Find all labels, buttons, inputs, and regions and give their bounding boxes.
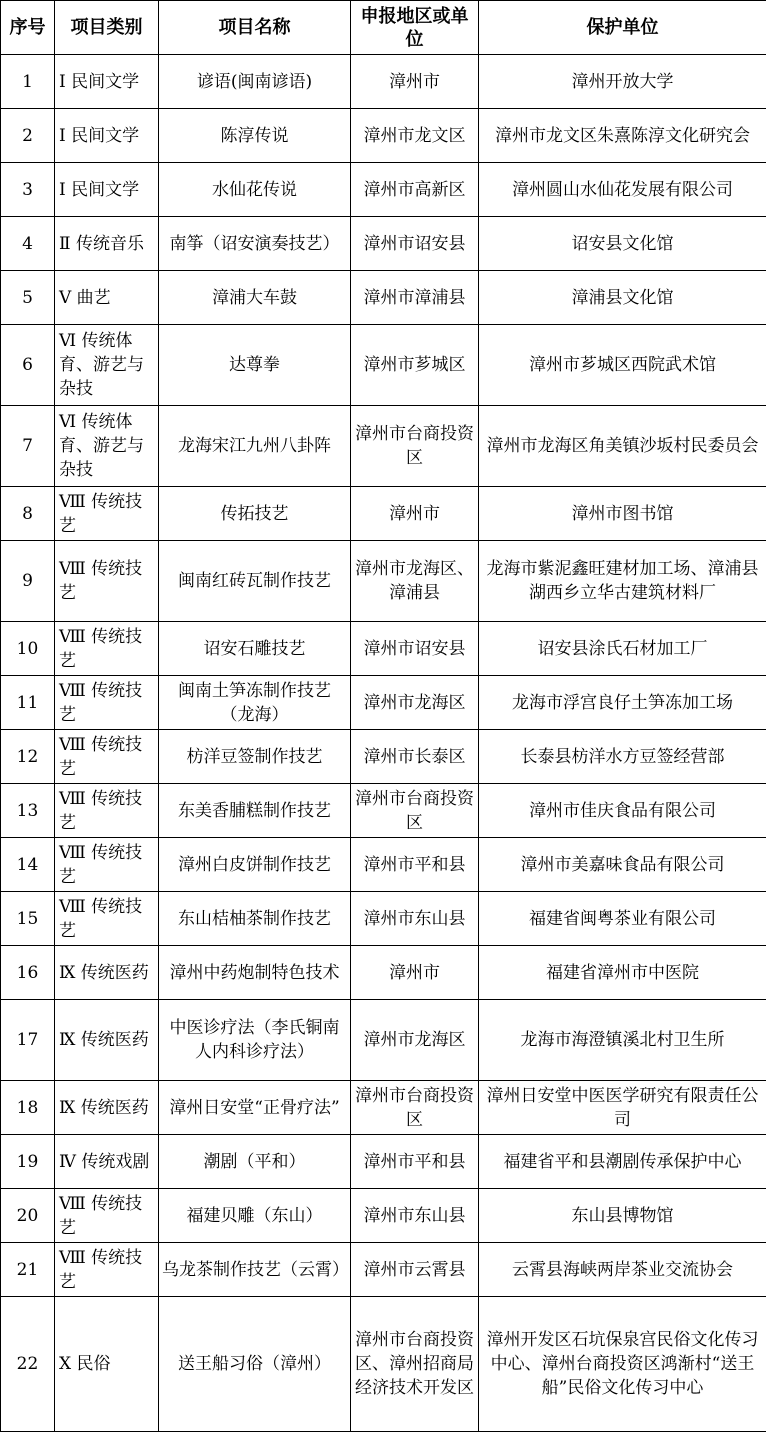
cell-region: 漳州市 (351, 55, 479, 109)
cell-unit: 漳州日安堂中医医学研究有限责任公司 (479, 1081, 766, 1135)
table-row (1, 109, 766, 163)
cell-region: 漳州市龙海区 (351, 1000, 479, 1081)
cell-category: Ⅷ 传统技艺 (55, 541, 159, 622)
table-row (1, 1135, 766, 1189)
table-row (1, 1243, 766, 1297)
cell-no: 7 (1, 406, 55, 487)
table-row (1, 271, 766, 325)
cell-no: 16 (1, 946, 55, 1000)
cell-region: 漳州市龙海区、漳浦县 (351, 541, 479, 622)
cell-no: 1 (1, 55, 55, 109)
cell-unit: 龙海市海澄镇溪北村卫生所 (479, 1000, 766, 1081)
cell-name: 诏安石雕技艺 (159, 622, 351, 676)
cell-unit: 漳州圆山水仙花发展有限公司 (479, 163, 766, 217)
cell-category: Ⅹ 民俗 (55, 1297, 159, 1432)
header-no: 序号 (1, 1, 55, 55)
cell-category: Ⅷ 传统技艺 (55, 838, 159, 892)
cell-name: 南筝（诏安演奏技艺） (159, 217, 351, 271)
cell-region: 漳州市高新区 (351, 163, 479, 217)
table-row (1, 325, 766, 406)
cell-name: 枋洋豆签制作技艺 (159, 730, 351, 784)
cell-no: 3 (1, 163, 55, 217)
cell-no: 12 (1, 730, 55, 784)
cell-region: 漳州市龙文区 (351, 109, 479, 163)
cell-region: 漳州市 (351, 487, 479, 541)
cell-unit: 龙海市紫泥鑫旺建材加工场、漳浦县湖西乡立华古建筑材料厂 (479, 541, 766, 622)
cell-name: 达尊拳 (159, 325, 351, 406)
cell-unit: 漳州市图书馆 (479, 487, 766, 541)
cell-region: 漳州市 (351, 946, 479, 1000)
cell-category: Ⅰ 民间文学 (55, 55, 159, 109)
cell-name: 漳州白皮饼制作技艺 (159, 838, 351, 892)
cell-category: Ⅷ 传统技艺 (55, 622, 159, 676)
table-row (1, 541, 766, 622)
cell-name: 乌龙茶制作技艺（云霄） (159, 1243, 351, 1297)
cell-name: 谚语(闽南谚语) (159, 55, 351, 109)
cell-region: 漳州市诏安县 (351, 622, 479, 676)
table-row (1, 784, 766, 838)
cell-category: Ⅳ 传统戏剧 (55, 1135, 159, 1189)
header-row (1, 1, 766, 55)
cell-unit: 漳州市佳庆食品有限公司 (479, 784, 766, 838)
cell-category: Ⅷ 传统技艺 (55, 1243, 159, 1297)
cell-name: 送王船习俗（漳州） (159, 1297, 351, 1432)
cell-unit: 云霄县海峡两岸茶业交流协会 (479, 1243, 766, 1297)
table-row (1, 1189, 766, 1243)
cell-no: 4 (1, 217, 55, 271)
table-row (1, 163, 766, 217)
cell-region: 漳州市诏安县 (351, 217, 479, 271)
cell-no: 18 (1, 1081, 55, 1135)
cell-category: Ⅵ 传统体育、游艺与杂技 (55, 325, 159, 406)
cell-unit: 诏安县文化馆 (479, 217, 766, 271)
cell-no: 5 (1, 271, 55, 325)
cell-no: 22 (1, 1297, 55, 1432)
cell-region: 漳州市东山县 (351, 892, 479, 946)
cell-unit: 漳州市龙文区朱熹陈淳文化研究会 (479, 109, 766, 163)
cell-unit: 漳州市龙海区角美镇沙坂村民委员会 (479, 406, 766, 487)
cell-category: Ⅷ 传统技艺 (55, 676, 159, 730)
cell-region: 漳州市漳浦县 (351, 271, 479, 325)
cell-no: 10 (1, 622, 55, 676)
table-row (1, 487, 766, 541)
table-row (1, 406, 766, 487)
cell-category: Ⅰ 民间文学 (55, 163, 159, 217)
cell-unit: 东山县博物馆 (479, 1189, 766, 1243)
cell-category: Ⅸ 传统医药 (55, 1000, 159, 1081)
cell-category: Ⅰ 民间文学 (55, 109, 159, 163)
table-row (1, 1000, 766, 1081)
cell-name: 漳州中药炮制特色技术 (159, 946, 351, 1000)
cell-name: 福建贝雕（东山） (159, 1189, 351, 1243)
cell-category: Ⅷ 传统技艺 (55, 1189, 159, 1243)
cell-name: 水仙花传说 (159, 163, 351, 217)
cell-unit: 漳州开放大学 (479, 55, 766, 109)
cell-region: 漳州市平和县 (351, 1135, 479, 1189)
table-row (1, 622, 766, 676)
table-row (1, 838, 766, 892)
cell-name: 东美香脯糕制作技艺 (159, 784, 351, 838)
cell-region: 漳州市台商投资区、漳州招商局经济技术开发区 (351, 1297, 479, 1432)
cell-no: 20 (1, 1189, 55, 1243)
cell-name: 传拓技艺 (159, 487, 351, 541)
cell-unit: 诏安县涂氏石材加工厂 (479, 622, 766, 676)
cell-region: 漳州市东山县 (351, 1189, 479, 1243)
cell-category: Ⅷ 传统技艺 (55, 487, 159, 541)
cell-category: Ⅱ 传统音乐 (55, 217, 159, 271)
cell-no: 2 (1, 109, 55, 163)
cell-region: 漳州市台商投资区 (351, 1081, 479, 1135)
cell-region: 漳州市龙海区 (351, 676, 479, 730)
cell-unit: 福建省平和县潮剧传承保护中心 (479, 1135, 766, 1189)
cell-region: 漳州市云霄县 (351, 1243, 479, 1297)
cell-name: 漳浦大车鼓 (159, 271, 351, 325)
table-row (1, 55, 766, 109)
cell-category: Ⅸ 传统医药 (55, 1081, 159, 1135)
cell-name: 东山桔柚茶制作技艺 (159, 892, 351, 946)
cell-unit: 漳州市美嘉味食品有限公司 (479, 838, 766, 892)
cell-category: Ⅷ 传统技艺 (55, 784, 159, 838)
cell-name: 潮剧（平和） (159, 1135, 351, 1189)
cell-no: 15 (1, 892, 55, 946)
cell-category: Ⅷ 传统技艺 (55, 892, 159, 946)
cell-no: 17 (1, 1000, 55, 1081)
cell-unit: 福建省漳州市中医院 (479, 946, 766, 1000)
header-region: 申报地区或单位 (351, 1, 479, 55)
cell-no: 9 (1, 541, 55, 622)
cell-category: Ⅸ 传统医药 (55, 946, 159, 1000)
cell-unit: 漳州开发区石坑保泉宫民俗文化传习中心、漳州台商投资区鸿渐村“送王船”民俗文化传习中心 (479, 1297, 766, 1432)
table-row (1, 892, 766, 946)
cell-no: 21 (1, 1243, 55, 1297)
cell-region: 漳州市芗城区 (351, 325, 479, 406)
cell-unit: 长泰县枋洋水方豆签经营部 (479, 730, 766, 784)
cell-category: Ⅷ 传统技艺 (55, 730, 159, 784)
cell-unit: 福建省闽粤茶业有限公司 (479, 892, 766, 946)
cell-no: 6 (1, 325, 55, 406)
cell-category: Ⅴ 曲艺 (55, 271, 159, 325)
header-name: 项目名称 (159, 1, 351, 55)
header-unit: 保护单位 (479, 1, 766, 55)
cell-name: 陈淳传说 (159, 109, 351, 163)
cell-category: Ⅵ 传统体育、游艺与杂技 (55, 406, 159, 487)
table-row (1, 1081, 766, 1135)
header-category: 项目类别 (55, 1, 159, 55)
cell-name: 中医诊疗法（李氏铜南人内科诊疗法） (159, 1000, 351, 1081)
cell-unit: 漳浦县文化馆 (479, 271, 766, 325)
table-row (1, 1297, 766, 1432)
cell-no: 13 (1, 784, 55, 838)
cell-name: 漳州日安堂“正骨疗法” (159, 1081, 351, 1135)
cell-region: 漳州市长泰区 (351, 730, 479, 784)
table-body (1, 55, 766, 1432)
cell-no: 14 (1, 838, 55, 892)
table-row (1, 217, 766, 271)
cell-no: 8 (1, 487, 55, 541)
table-row (1, 730, 766, 784)
cell-region: 漳州市台商投资区 (351, 406, 479, 487)
cell-region: 漳州市台商投资区 (351, 784, 479, 838)
cell-unit: 漳州市芗城区西院武术馆 (479, 325, 766, 406)
table-row (1, 946, 766, 1000)
cell-name: 闽南土笋冻制作技艺（龙海） (159, 676, 351, 730)
table-row (1, 676, 766, 730)
cell-unit: 龙海市浮宫良仔土笋冻加工场 (479, 676, 766, 730)
cell-region: 漳州市平和县 (351, 838, 479, 892)
cell-no: 19 (1, 1135, 55, 1189)
cell-name: 闽南红砖瓦制作技艺 (159, 541, 351, 622)
cell-no: 11 (1, 676, 55, 730)
cell-name: 龙海宋江九州八卦阵 (159, 406, 351, 487)
